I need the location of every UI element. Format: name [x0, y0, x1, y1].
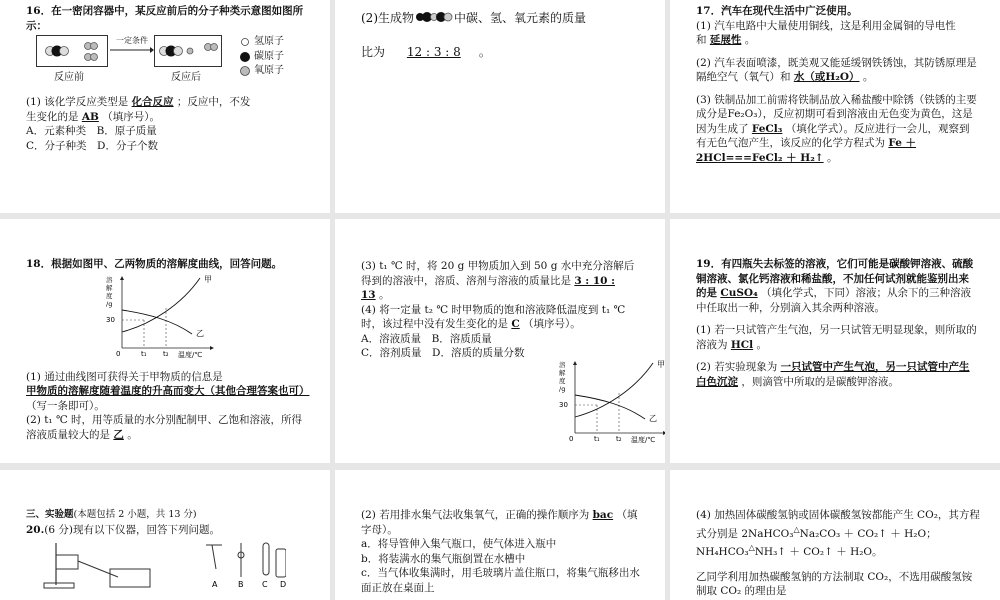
answer-ductility: 延展性	[709, 34, 742, 46]
y-axis-label: 解	[559, 368, 566, 377]
apparatus-label-a: A	[212, 580, 218, 589]
curve-label-yi: 乙	[649, 413, 657, 423]
q17-title: 17．汽车在现代生活中广泛使用。	[696, 5, 858, 17]
solubility-graph-2	[545, 357, 665, 449]
q18b-options-cd: C．溶剂质量 D．溶质的质量分数	[361, 347, 525, 359]
answer-mass-ratio-2: 3 : 10 : 13	[361, 274, 615, 301]
answer-cuso4: CuSO₄	[720, 287, 758, 299]
q18-part1: (1) 通过曲线图可获得关于甲物质的信息是 甲物质的溶解度随着温度的升高而变大（其他合理答案也可）（写一条即可）。	[26, 370, 310, 412]
question-18b-card	[335, 219, 665, 463]
after-molecules	[154, 35, 222, 67]
tick-label-t2: t₂	[616, 434, 622, 443]
curve-label-jia: 甲	[657, 359, 665, 369]
y-axis-label: 解	[106, 283, 113, 292]
tick-label-t1: t₁	[141, 349, 147, 358]
legend-hydrogen: 氢原子	[254, 36, 284, 47]
answer-reaction-type: 化合反应	[131, 96, 174, 108]
q18-part2: (2) t₁ ℃ 时，用等质量的水分别配制甲、乙饱和溶液，所得溶液质量较大的是 乙 。	[26, 414, 303, 441]
answer-unchanged: AB	[81, 110, 99, 123]
curve-label-jia: 甲	[204, 274, 212, 284]
y-axis-label: 溶	[106, 275, 113, 284]
q18b-part4: (4) 将一定量 t₂ ℃ 时甲物质的饱和溶液降低温度到 t₁ ℃ 时，该过程中没有发生变化的是 C （填序号）。	[361, 303, 626, 330]
legend-oxygen-icon	[239, 65, 251, 77]
tick-label-t1: t₁	[594, 434, 600, 443]
answer-fecl3: FeCl₃	[751, 122, 783, 135]
question-20-card	[0, 470, 330, 600]
q20c-part4: (4) 加热固体碳酸氢钠或固体碳酸氢铵都能产生 CO₂，其方程式分别是 2NaHCO₃△Na₂CO₃ ＋ CO₂↑ ＋ H₂O；NH₄HCO₃△NH₃↑ ＋ CO₂↑ ＋ H₂O。	[696, 509, 980, 558]
origin-label: 0	[569, 434, 574, 443]
answer-unchanged-2: C	[511, 318, 520, 330]
apparatus-label-b: B	[238, 580, 244, 589]
q18b-part3: (3) t₁ ℃ 时，将 20 g 甲物质加入到 50 g 水中充分溶解后得到的溶液中，溶质、溶剂与溶液的质量比是 3 : 10 : 13 。	[361, 260, 635, 301]
curve-yi	[575, 395, 645, 419]
x-axis-arrow	[663, 431, 665, 435]
q19-part1: (1) 若一只试管产生气泡，另一只试管无明显现象，则所取的溶液为 HCl 。	[696, 324, 977, 351]
answer-water: 水（或H₂O）	[793, 71, 860, 83]
after-label: 反应后	[171, 72, 201, 83]
question-16b-card	[335, 0, 665, 213]
answer-phenomenon: 一只试管中产生气泡，另一只试管中产生白色沉淀	[696, 361, 970, 388]
q16-diagram	[26, 33, 304, 89]
question-20b-card	[335, 470, 665, 600]
tick-label-30: 30	[559, 400, 568, 409]
legend-carbon-icon	[239, 51, 251, 63]
question-16-card	[0, 0, 330, 213]
q16-title: 16．在一密闭容器中，某反应前后的分子种类示意图如图所示：	[26, 5, 304, 32]
y-axis-label: /g	[106, 299, 113, 308]
reaction-arrow	[110, 45, 154, 55]
q16-part1b: 生变化的是 AB （填序号）。	[26, 110, 160, 123]
y-axis-arrow	[573, 361, 577, 365]
answer-equation: Fe ＋ 2HCl===FeCl₂ ＋ H₂↑	[696, 137, 917, 164]
q20-title: 20.(6 分)现有以下仪器，回答下列问题。	[26, 523, 220, 536]
apparatus-drawing	[26, 539, 286, 589]
y-axis-label: /g	[559, 384, 566, 393]
answer-larger-mass: 乙	[113, 428, 124, 441]
q18-title: 18．根据如图甲、乙两物质的溶解度曲线，回答问题。	[26, 258, 283, 270]
q16b-line2: 比为 12 : 3 : 8 。	[361, 42, 639, 62]
y-axis-arrow	[120, 276, 124, 280]
q16-part1: (1) 该化学反应类型是 化合反应 ；反应中，不发	[26, 96, 251, 108]
q16-options-cd: C．分子种类 D．分子个数	[26, 139, 158, 152]
q17-part1: (1) 汽车电路中大量使用铜线，这是利用金属铜的导电性和 延展性 。	[696, 19, 956, 46]
q20b-step-c: c．当气体收集满时，用毛玻璃片盖住瓶口，将集气瓶移出水面正放在桌面上	[361, 567, 640, 594]
q18b-options-ab: A．溶液质量 B．溶质质量	[361, 332, 492, 345]
x-axis-label: 温度/℃	[178, 350, 203, 359]
question-17-card	[670, 0, 1000, 213]
x-axis-label: 温度/℃	[631, 435, 656, 444]
q20b-part2: (2) 若用排水集气法收集氧气，正确的操作顺序为 bac （填字母）。	[361, 509, 638, 536]
question-18-card	[0, 219, 330, 463]
q20b-step-a: a．将导管伸入集气瓶口，使气体进入瓶中	[361, 538, 557, 550]
q19-title: 19．有四瓶失去标签的溶液，它们可能是碳酸钾溶液、硫酸铜溶液、氯化钙溶液和稀盐酸，不加任何试剂就能鉴别出来的是 CuSO₄ （填化学式，下同）溶液；从余下的三种溶液中任取出一种，分别滴入其余两种溶液。	[696, 258, 974, 314]
q17-part3: (3) 铁制品加工前需将铁制品放入稀盐酸中除锈（铁锈的主要成分是Fe₂O₃），反应初期可看到溶液由无色变为黄色，这是因为生成了 FeCl₃ （填化学式）。反应进行一会儿，观察到有无色气泡产生，该反应的化学方程式为 Fe ＋ 2HCl===FeCl₂ ＋ H₂↑ 。	[696, 93, 977, 164]
q16b-line1: (2)生成物 中碳、氢、氧元素的质量	[361, 11, 587, 25]
answer-hcl: HCl	[730, 338, 754, 351]
question-19-card	[670, 219, 1000, 463]
y-axis-label: 溶	[559, 360, 566, 369]
x-axis-arrow	[210, 346, 214, 350]
apparatus-label-d: D	[280, 580, 286, 589]
arrow-condition-label: 一定条件	[116, 36, 148, 45]
answer-mass-ratio: 12 : 3 : 8	[406, 45, 461, 59]
answer-order: bac	[592, 509, 614, 521]
question-20c-card	[670, 470, 1000, 600]
apparatus-label-c: C	[262, 580, 268, 589]
q17-part2: (2) 汽车表面喷漆，既美观又能延缓钢铁锈蚀，其防锈原理是隔绝空气（氧气）和 水（或H₂O） 。	[696, 56, 977, 83]
q19-part2: (2) 若实验现象为 一只试管中产生气泡，另一只试管中产生白色沉淀 ，则滴管中所取的是碳酸钾溶液。	[696, 361, 970, 388]
legend-carbon: 碳原子	[254, 51, 284, 62]
tick-label-t2: t₂	[163, 349, 169, 358]
y-axis-label: 度	[106, 291, 113, 300]
curve-label-yi: 乙	[196, 328, 204, 338]
q20c-part5: 乙同学利用加热碳酸氢钠的方法制取 CO₂，不选用碳酸氢铵制取 CO₂ 的理由是	[696, 570, 973, 597]
legend-hydrogen-icon	[240, 37, 250, 47]
curve-jia	[575, 363, 653, 417]
before-molecules	[36, 35, 108, 67]
product-molecule-icon	[414, 9, 454, 25]
section-heading: 三、实验题(本题包括 2 小题，共 13 分)	[26, 509, 197, 520]
answer-jia-info: 甲物质的溶解度随着温度的升高而变大（其他合理答案也可）	[26, 385, 310, 397]
curve-yi	[122, 310, 192, 334]
legend-oxygen: 氧原子	[254, 65, 284, 76]
tick-label-30: 30	[106, 315, 115, 324]
before-label: 反应前	[54, 72, 84, 83]
q16-options-ab: A．元素种类 B．原子质量	[26, 125, 157, 137]
origin-label: 0	[116, 349, 121, 358]
solubility-graph	[92, 272, 242, 364]
y-axis-label: 度	[559, 376, 566, 385]
curve-jia	[122, 278, 200, 332]
q20b-step-b: b．将装满水的集气瓶倒置在水槽中	[361, 552, 526, 565]
